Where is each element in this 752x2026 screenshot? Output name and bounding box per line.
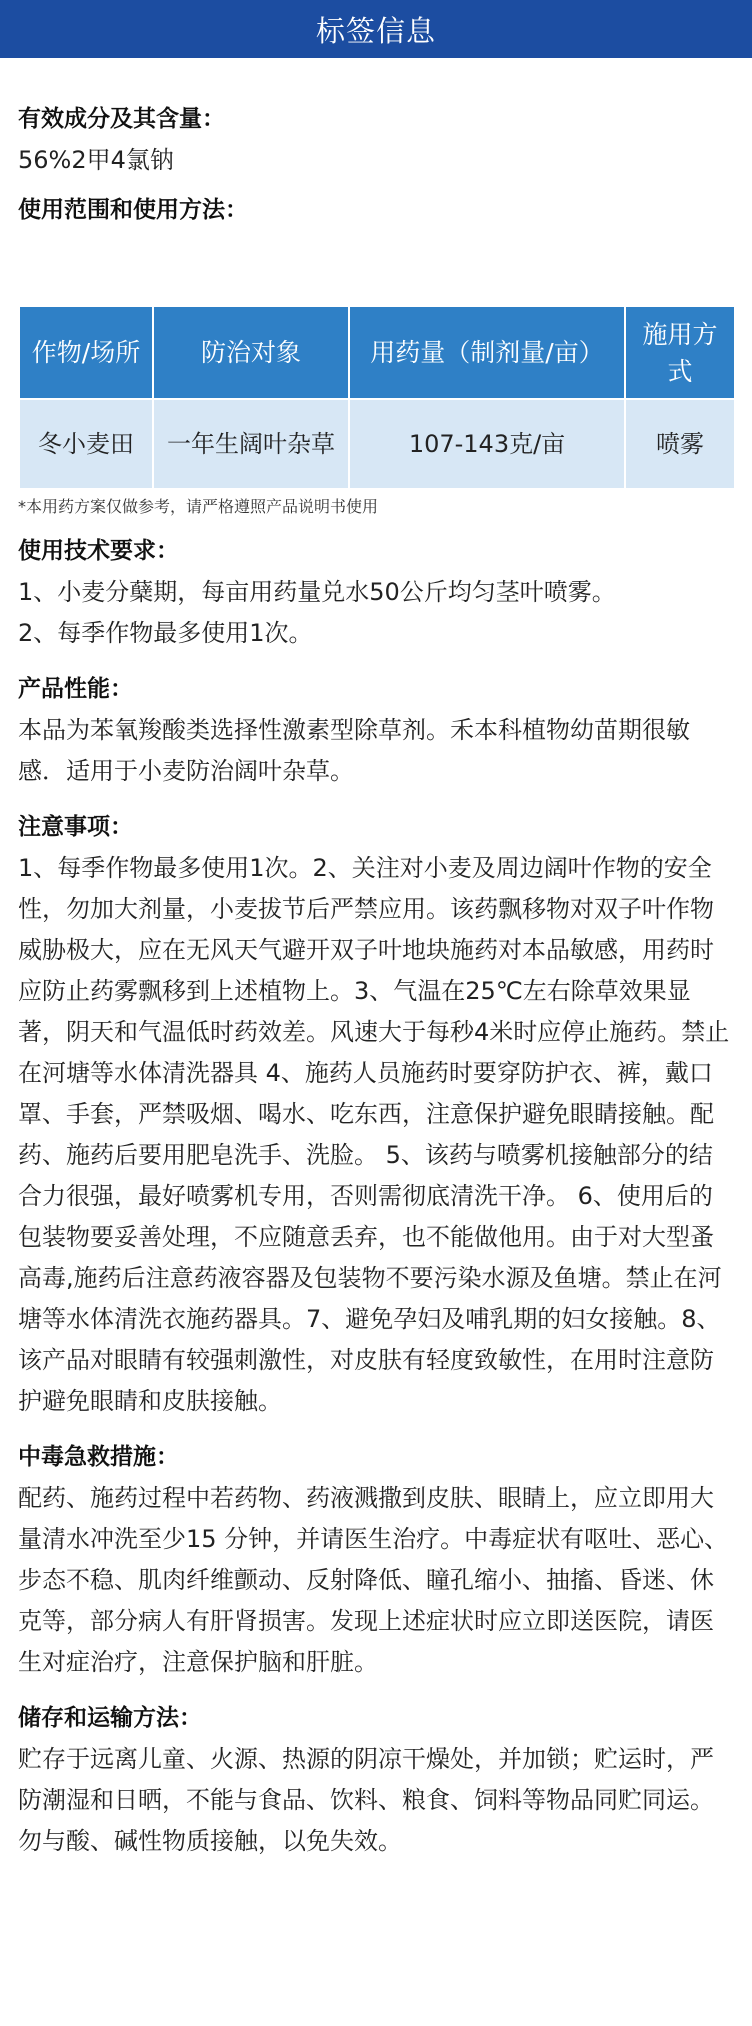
usage-scope-title: 使用范围和使用方法： [18, 197, 248, 223]
tech-requirements-section [18, 534, 734, 654]
usage-scope-section [18, 193, 734, 227]
storage-title: 储存和运输方法： [18, 1705, 202, 1731]
precautions-title: 注意事项： [18, 814, 133, 840]
tech-requirement-line: 2、每季作物最多使用1次。 [18, 619, 313, 647]
performance-text: 本品为苯氧羧酸类选择性激素型除草剂。禾本科植物幼苗期很敏感．适用于小麦防治阔叶杂草。 [18, 716, 690, 785]
storage-text: 贮存于远离儿童、火源、热源的阴凉干燥处，并加锁；贮运时，严防潮湿和日晒，不能与食品、饮料、粮食、饲料等物品同贮同运。勿与酸、碱性物质接触，以免失效。 [18, 1745, 714, 1855]
performance-section [18, 672, 734, 792]
storage-section [18, 1701, 734, 1862]
ingredient-value: 56%2甲4氯钠 [18, 146, 174, 174]
first-aid-title: 中毒急救措施： [18, 1444, 179, 1470]
dosage-table [18, 305, 736, 490]
performance-title: 产品性能： [18, 676, 133, 702]
page-header [0, 0, 752, 58]
ingredient-title: 有效成分及其含量： [18, 106, 225, 132]
table-header-target: 防治对象 [153, 306, 349, 399]
table-header-row [19, 306, 735, 399]
page-title: 标签信息 [315, 13, 436, 48]
table-header-dosage: 用药量（制剂量/亩） [349, 306, 625, 399]
table-cell-dosage: 107-143克/亩 [349, 399, 625, 489]
label-content [0, 102, 752, 1862]
ingredient-section [18, 102, 734, 181]
dosage-table-wrap [18, 305, 734, 518]
tech-requirement-line: 1、小麦分蘖期，每亩用药量兑水50公斤均匀茎叶喷雾。 [18, 578, 616, 606]
first-aid-section [18, 1440, 734, 1683]
tech-requirements-body [18, 572, 734, 654]
tech-requirements-title: 使用技术要求： [18, 538, 179, 564]
table-header-crop: 作物/场所 [19, 306, 153, 399]
table-note: *本用药方案仅做参考，请严格遵照产品说明书使用 [18, 497, 379, 516]
table-cell-method: 喷雾 [625, 399, 735, 489]
first-aid-text: 配药、施药过程中若药物、药液溅撒到皮肤、眼睛上，应立即用大量清水冲洗至少15 分钟，并请医生治疗。中毒症状有呕吐、恶心、步态不稳、肌肉纤维颤动、反射降低、瞳孔缩小、抽搐、昏迷、休克等，部分病人有肝肾损害。发现上述症状时应立即送医院，请医生对症治疗，注意保护脑和肝脏。 [18, 1484, 729, 1676]
precautions-text: 1、每季作物最多使用1次。2、关注对小麦及周边阔叶作物的安全性，勿加大剂量，小麦拔节后严禁应用。该药飘移物对双子叶作物威胁极大，应在无风天气避开双子叶地块施药对本品敏感，用药时应防止药雾飘移到上述植物上。3、气温在25℃左右除草效果显著，阴天和气温低时药效差。风速大于每秒4米时应停止施药。禁止在河塘等水体清洗器具 4、施药人员施药时要穿防护衣、裤，戴口罩、手套，严禁吸烟、喝水、吃东西，注意保护避免眼睛接触。配药、施药后要用肥皂洗手、洗脸。 5、该药与喷雾机接触部分的结合力很强，最好喷雾机专用，否则需彻底清洗干净。 6、使用后的包装物要妥善处理，不应随意丢弃，也不能做他用。由于对大型蚤高毒,施药后注意药液容器及包装物不要污染水源及鱼塘。禁止在河塘等水体清洗衣施药器具。7、避免孕妇及哺乳期的妇女接触。8、该产品对眼睛有较强刺激性，对皮肤有轻度致敏性，在用时注意防护避免眼睛和皮肤接触。 [18, 854, 730, 1415]
table-row [19, 399, 735, 489]
table-header-method: 施用方式 [625, 306, 735, 399]
precautions-section [18, 810, 734, 1422]
table-cell-target: 一年生阔叶杂草 [153, 399, 349, 489]
table-cell-crop: 冬小麦田 [19, 399, 153, 489]
